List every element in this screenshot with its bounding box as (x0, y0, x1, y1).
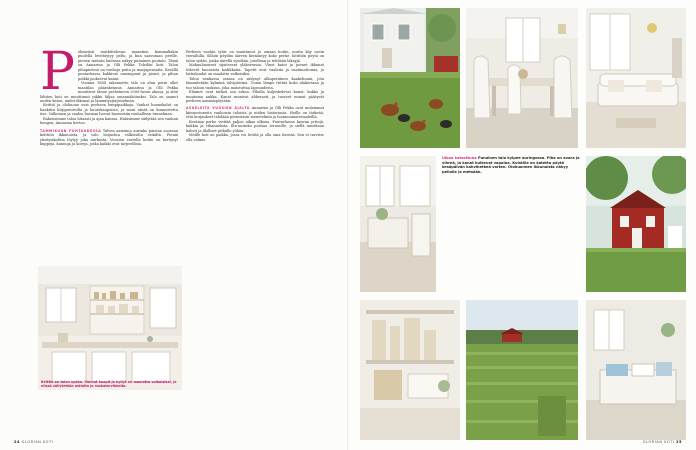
porch-photo (360, 156, 436, 292)
magazine-name: GLORIAN KOTI (642, 440, 675, 444)
guest-bedroom-photo (586, 300, 686, 440)
field-landscape-photo (466, 300, 578, 440)
section-subhead: ASKELEITA VUOSIEN AJALTA (186, 106, 250, 111)
article-paragraph: Annarina ja Olli Pekka ovat molemmat kiinnostuneita vanhoista taloista ja niiden historiasta. Heille on tärkeää, että korjaukset tehdään perinteisin menetelmin ja luonnonmateriaaleilla. (186, 106, 324, 120)
article-column-1 (40, 50, 178, 258)
page-folio-left (14, 440, 53, 444)
photo-caption: Keittiö on talon sydän. Vanhat kaapit ja hyllyt on maalattu valkoisiksi, ja niissä säilytetään astioita ja ruokatarvikkeita. (41, 380, 177, 388)
article-paragraph: Rakensimme taloa hitaasti ja ajan kanssa. Halusimme säilyttää sen vanhan hengen, Annarina kertoo. (40, 116, 178, 126)
article-paragraph: Vuonna 1884 rakennettu talo on alun perin ollut maatilan päärakennus. Annarina ja Olli Pekka muuttivat tänne perheineen 2000-luvun alussa, ja siitä lähtien koti on muuttunut pikku hiljaa omannäköiseksi. Talo on saanut uuden katon, uudet ikkunat ja lämmitysjärjestelmän. (40, 81, 178, 103)
kitchen-photo (38, 266, 182, 390)
article-paragraph: Kesäisin perhe viettää paljon aikaa ulkona. Puutarhassa kasvaa yrttejä, kukkia ja vihanneksia. Ilta-aurinko paistaa terassille, ja siellä nautitaan kahvit ja illalliset pitkälle yöhön. (186, 119, 324, 133)
article-paragraph: ehmeästi mutkittelevan maantien kummallakin puolella levittäytyy pelto, ja kun saavutaan perille, pienen metsän laidassa näkyy punainen puutalo. Tämä on Annarina ja Olli Pekka Tolvilän koti. Talon pihapiirissä on vanhoja puita ja marjapensaita. Kesällä puutarhassa kukkivat omenapuut ja pionit, ja pihan poikki juoksevat kanat. (78, 50, 178, 81)
article-paragraph: Meille koti on paikka, jossa voi levätä ja olla oma itsensä. Sen ei tarvitse olla valmis. (186, 133, 324, 142)
caption-text: Punainen talo kylpee auringossa. Piha on avara ja vihreä, ja kanat kulkevat vapaina. Kuistille on katettu pöytä kesäpäivän kahvihetkeä varten. Olohuoneen ikkunoista näkyy pellolle ja metsään. (442, 156, 580, 174)
right-page (348, 0, 696, 450)
shelf-detail-photo (360, 300, 460, 440)
article-column-2 (186, 50, 324, 420)
section-subhead: TAMMIKUUN PUHTAUDESSA (40, 128, 102, 133)
article-paragraph: Keittiö ja olohuone ovat perheen lempipaikkoja. Vanhat huonekalut on hankittu kirpputoreilta ja huutokaupoista, ja moni niistä on kunnostettu itse. Valkoinen ja vaalea harmaa luovat huoneisiin rauhallisen tunnelman. (40, 103, 178, 117)
living-room-photo (586, 8, 686, 148)
caption-label: Ulkoa katsottuna (442, 156, 477, 160)
article-paragraph: Talon vanhassa osassa on säilynyt alkuperäinen kaakeliuuni, jota lämmitetään kylminä talvipäivinä. Uunin lämpö riittää koko alakertaan ja tuo taloon tuoksun, joka muistuttaa lapsuudesta. (186, 76, 324, 90)
article-paragraph: Talven aamuina aurinko paistaa suoraan keittiön ikkunoista, ja valo heijastuu valkoisilta seiniltä. Pieniä yksityiskohtia löytyy joka nurkasta. Vuosien varrella kotiin on kertynyt kuppeja, kannuja ja koreja, jotka kaikki ovat tarpeellisia. (40, 128, 178, 147)
red-barn-photo (586, 156, 686, 292)
house-with-chickens-photo (360, 8, 460, 148)
dining-room-photo (466, 8, 578, 148)
page-number: 24 (14, 440, 21, 444)
page-folio-right (643, 440, 682, 444)
article-paragraph: Perheen vanhin tytär on muuttanut jo omaan kotiin, mutta käy usein vierailulla. Silloin pöydän ääreen kerääntyy koko perhe. Keittiön pöytä on talon sydän, jonka äärellä syödään, jutellaan ja tehdään läksyjä. (186, 50, 324, 63)
drop-cap: P (40, 50, 75, 102)
article-paragraph: Eläimet ovat tärkeä osa arkea. Pihalla kuljeskelevat kanat, kukko ja muutama ankka. Kanat munivat ahkerasti, ja tuoreet munat päätyvät perheen aamiaispöytään. (186, 90, 324, 103)
photo-caption-right (442, 156, 580, 292)
magazine-name: GLORIAN KOTI (21, 440, 54, 444)
article-paragraph: Makuuhuoneet sijaitsevat yläkerrassa. Vinot katot ja pienet ikkunat tekevät huoneista kodikkaita. Tapetit ovat vaaleita ja vaatimattomia, ja lattialaudat on maalattu valkoisiksi. (186, 63, 324, 77)
page-number: 25 (675, 440, 682, 444)
